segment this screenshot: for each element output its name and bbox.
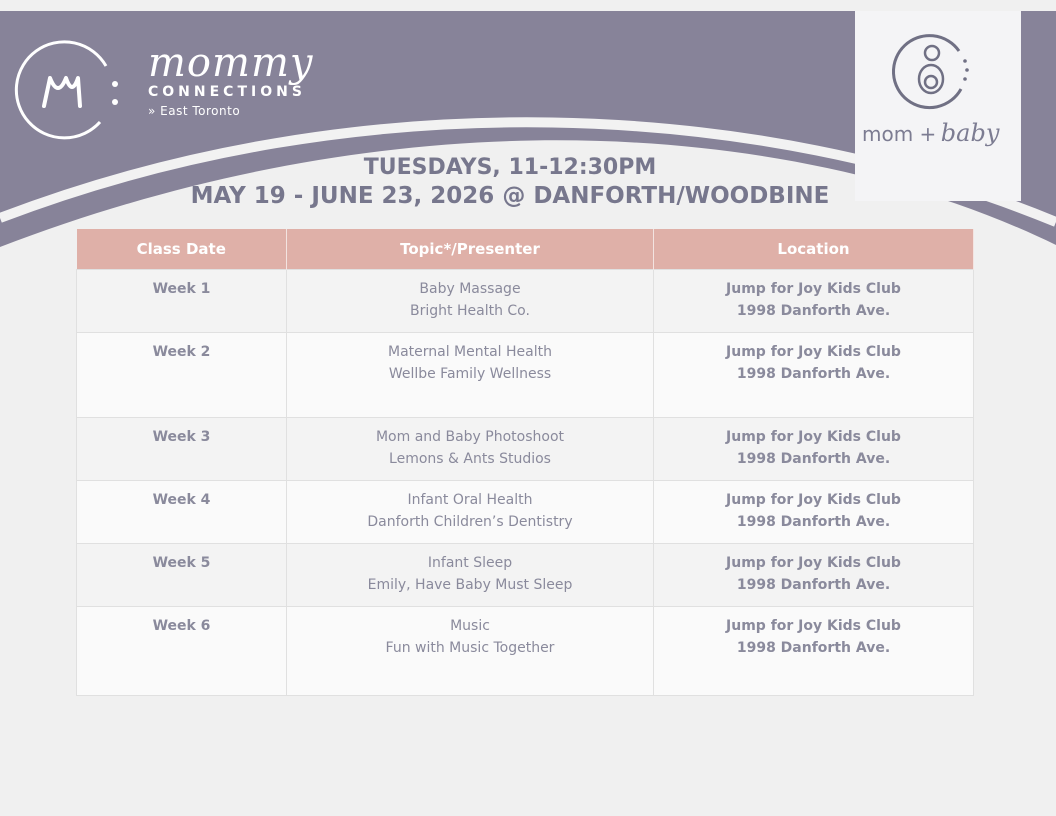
presenter-text: Danforth Children’s Dentistry [367,514,573,530]
m-circle-logo-icon [14,34,124,140]
class-date-cell: Week 5 [77,544,287,607]
column-header-class-date: Class Date [77,229,287,270]
topic-presenter-cell [287,544,654,607]
topic-presenter-cell [287,333,654,418]
location-cell [654,333,974,418]
schedule-time: TUESDAYS, 11-12:30PM [363,155,657,180]
topic-presenter-cell [287,418,654,481]
address-text: 1998 Danforth Ave. [736,451,891,467]
address-text: 1998 Danforth Ave. [736,577,891,593]
table-row [77,418,974,481]
table-header-row [77,229,974,270]
column-header-location: Location [654,229,974,270]
address-text: 1998 Danforth Ave. [736,514,891,530]
location-cell [654,270,974,333]
venue-text: Jump for Joy Kids Club [726,492,901,508]
location-cell [654,481,974,544]
class-date-cell: Week 4 [77,481,287,544]
topic-text: Baby Massage [419,281,521,297]
presenter-text: Lemons & Ants Studios [389,451,551,467]
mom-baby-wordmark [862,119,999,147]
table-row [77,607,974,696]
venue-text: Jump for Joy Kids Club [726,344,901,360]
mom-baby-circle-icon [891,31,971,111]
class-schedule-table [76,229,974,696]
venue-text: Jump for Joy Kids Club [726,281,901,297]
topic-presenter-cell [287,270,654,333]
venue-text: Jump for Joy Kids Club [726,429,901,445]
column-header-topic-presenter: Topic*/Presenter [287,229,654,270]
address-text: 1998 Danforth Ave. [736,366,891,382]
class-date-cell: Week 2 [77,333,287,418]
brand-logo [14,34,124,145]
class-date-cell: Week 6 [77,607,287,696]
class-date-cell: Week 1 [77,270,287,333]
topic-text: Mom and Baby Photoshoot [375,429,565,445]
presenter-text: Bright Health Co. [410,303,530,319]
topic-text: Infant Oral Health [407,492,533,508]
brand-name: mommy [148,40,314,86]
venue-text: Jump for Joy Kids Club [726,555,901,571]
presenter-text: Wellbe Family Wellness [388,366,552,382]
table-row [77,544,974,607]
location-cell [654,607,974,696]
baby-label: baby [940,119,1000,147]
address-text: 1998 Danforth Ave. [736,640,891,656]
brand-subtitle: CONNECTIONS [148,84,306,100]
topic-text: Infant Sleep [427,555,513,571]
mom-plus-label: mom + [862,122,937,146]
class-date-cell: Week 3 [77,418,287,481]
presenter-text: Emily, Have Baby Must Sleep [367,577,573,593]
topic-presenter-cell [287,607,654,696]
table-row [77,333,974,418]
topic-text: Maternal Mental Health [387,344,552,360]
table-row [77,481,974,544]
location-cell [654,544,974,607]
table-row [77,270,974,333]
schedule-dates-location: MAY 19 - JUNE 23, 2026 @ DANFORTH/WOODBINE [190,183,830,209]
presenter-text: Fun with Music Together [385,640,555,656]
topic-text: Music [450,618,490,634]
venue-text: Jump for Joy Kids Club [726,618,901,634]
location-cell [654,418,974,481]
brand-wordmark [148,40,314,118]
topic-presenter-cell [287,481,654,544]
brand-location: » East Toronto [148,104,241,118]
address-text: 1998 Danforth Ave. [736,303,891,319]
